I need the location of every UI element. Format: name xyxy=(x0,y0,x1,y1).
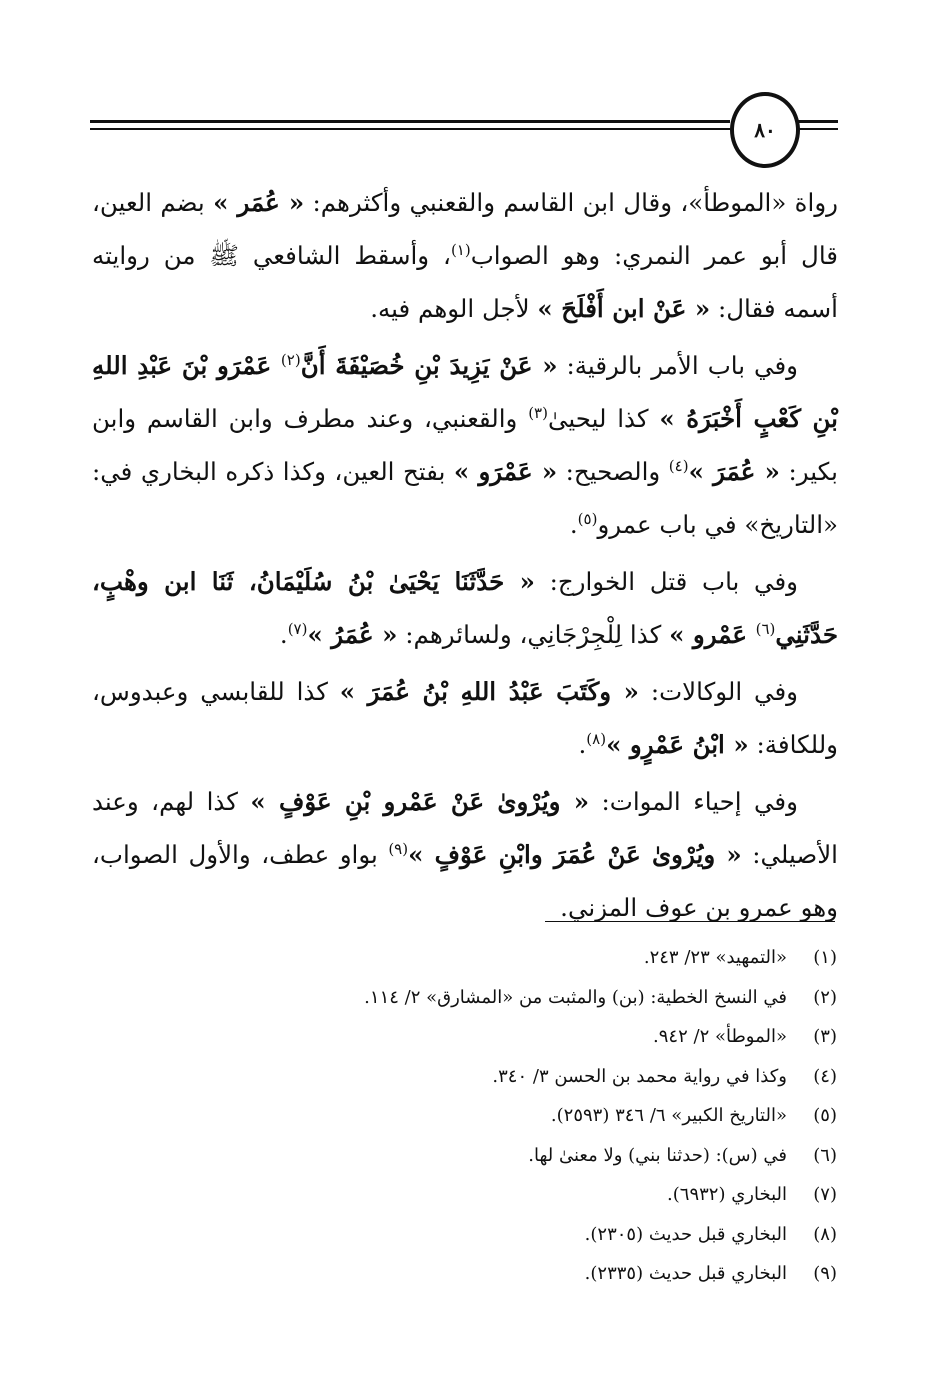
text-run: ، وأسقط الشافعي ﷺ من روايته أسمه فقال: xyxy=(92,241,838,323)
text-run: وفي باب الأمر بالرقية: xyxy=(557,351,798,380)
text-run: بواو عطف، والأول الصواب، وهو عمرو بن عوف المزني. xyxy=(92,840,838,922)
footnote-number: (٦) xyxy=(813,1144,837,1166)
quoted-text: « ويُرْوىٰ عَنْ عُمَرَ وابْنِ عَوْفٍ » xyxy=(408,840,742,869)
footnote-item xyxy=(137,1254,837,1294)
footnote-marker: (٨) xyxy=(586,729,607,748)
footnote-number: (٧) xyxy=(813,1184,837,1205)
footnote-marker: (٣) xyxy=(528,403,548,422)
text-run: كذا لِلْجِرْجَانِي، ولسائرهم: xyxy=(397,620,670,649)
page-number-badge xyxy=(730,92,800,168)
page-header xyxy=(90,92,840,172)
footnote-text: «التاريخ الكبير» ٦/ ٣٤٦ (٢٥٩٣). xyxy=(550,1105,787,1126)
text-run: وفي باب قتل الخوارج: xyxy=(534,567,798,596)
text-run: بفتح العين، وكذا ذكره البخاري في: «التاريخ» في باب عمرو xyxy=(92,457,838,539)
text-run: كذا ليحيىٰ xyxy=(547,404,660,433)
paragraph xyxy=(92,555,838,661)
quoted-text: « عُمَر » xyxy=(213,188,305,217)
text-run: والصحيح: xyxy=(557,457,669,486)
header-rule xyxy=(90,120,730,123)
footnote-item xyxy=(137,1175,837,1215)
text-run: كذا للقابسي وعبدوس، وللكافة: xyxy=(92,677,838,759)
footnote-item xyxy=(137,938,837,978)
text-run: وفي الوكالات: xyxy=(639,677,798,706)
footnote-item xyxy=(137,1215,837,1255)
footnotes xyxy=(137,938,837,1294)
paragraph xyxy=(92,665,838,771)
quoted-text: « ويُرْوىٰ عَنْ عَمْرو بْنِ عَوْفٍ » xyxy=(250,787,590,816)
footnote-number: (٥) xyxy=(813,1105,837,1126)
text-run: بضم العين، قال أبو عمر النمري: وهو الصواب xyxy=(92,188,838,270)
header-rule-tail xyxy=(798,128,838,130)
footnote-text: وكذا في رواية محمد بن الحسن ٣/ ٣٤٠. xyxy=(492,1065,787,1087)
footnote-marker: (٦) xyxy=(755,619,776,638)
footnote-number: (٢) xyxy=(813,986,837,1008)
quoted-text: « عَمْرَو » xyxy=(453,457,558,486)
footnote-item xyxy=(137,1057,837,1097)
footnote-item xyxy=(137,1017,837,1057)
footnote-marker: (١) xyxy=(450,240,471,259)
footnote-marker: (٤) xyxy=(668,456,689,475)
page-number: ٨٠ xyxy=(754,118,776,142)
text-run: وفي إحياء الموات: xyxy=(589,787,798,816)
quoted-text: « وكَتَبَ عَبْدُ اللهِ بْنُ عُمَرَ » xyxy=(339,677,639,706)
quoted-text: « عَنْ ابن أَفْلَحَ » xyxy=(537,294,711,323)
header-rule xyxy=(90,128,730,130)
footnote-text: «التمهيد» ٢٣/ ٢٤٣. xyxy=(643,947,787,968)
footnote-item xyxy=(137,1096,837,1136)
text-run: . xyxy=(279,620,288,649)
quoted-text: « عُمَرُ » xyxy=(307,620,398,649)
footnote-marker: (٥) xyxy=(577,509,598,528)
footnote-number: (٩) xyxy=(813,1263,837,1284)
quoted-text: « ابْنُ عَمْرٍو » xyxy=(606,730,749,759)
text-run: رواة «الموطأ»، وقال ابن القاسم والقعنبي وأكثرهم: xyxy=(304,188,838,217)
main-text xyxy=(92,176,838,938)
quoted-text: « عَنْ يَزِيدَ بْنِ خُصَيْفَةَ أَنَّ xyxy=(300,351,558,380)
footnote-text: في النسخ الخطية: (بن) والمثبت من «المشارق» ٢/ ١١٤. xyxy=(364,986,787,1008)
footnote-text: «الموطأ» ٢/ ٩٤٢. xyxy=(653,1026,787,1047)
footnote-item xyxy=(137,1136,837,1176)
quoted-text: « حَدَّثَنَا يَحْيَىٰ بْنُ سُلَيْمَانُ، ثَنَا ابن وهْبٍ، حَدَّثَنِي xyxy=(92,567,838,649)
quoted-text: « عُمَرَ » xyxy=(688,457,780,486)
footnote-text: البخاري قبل حديث (٢٣٣٥). xyxy=(584,1263,787,1284)
text-run: والقعنبي، وعند مطرف وابن القاسم وابن بكير: xyxy=(92,404,838,486)
text-run: لأجل الوهم فيه. xyxy=(370,294,538,323)
text-run: كذا لهم، وعند الأصيلي: xyxy=(92,787,838,869)
footnote-separator xyxy=(545,921,835,922)
footnote-item xyxy=(137,978,837,1018)
footnote-marker: (٢) xyxy=(280,350,301,369)
quoted-text: عَمْرو » xyxy=(669,620,756,649)
header-rule-tail xyxy=(798,120,838,123)
text-run: . xyxy=(578,730,587,759)
quoted-text: عَمْرَو بْنَ عَبْدِ اللهِ بْنِ كَعْبٍ أَخْبَرَهُ » xyxy=(92,351,838,433)
footnote-marker: (٩) xyxy=(388,839,409,858)
footnote-text: البخاري (٦٩٣٢). xyxy=(667,1184,787,1205)
footnote-number: (١) xyxy=(813,947,837,968)
paragraph xyxy=(92,775,838,934)
footnote-text: في (س): (حدثنا بني) ولا معنىٰ لها. xyxy=(528,1144,787,1166)
paragraph xyxy=(92,176,838,335)
footnote-text: البخاري قبل حديث (٢٣٠٥). xyxy=(584,1223,787,1245)
footnote-marker: (٧) xyxy=(287,619,308,638)
footnote-number: (٨) xyxy=(813,1223,837,1245)
footnote-number: (٣) xyxy=(813,1026,837,1047)
text-run: . xyxy=(569,510,578,539)
footnote-number: (٤) xyxy=(813,1065,837,1087)
paragraph xyxy=(92,339,838,551)
